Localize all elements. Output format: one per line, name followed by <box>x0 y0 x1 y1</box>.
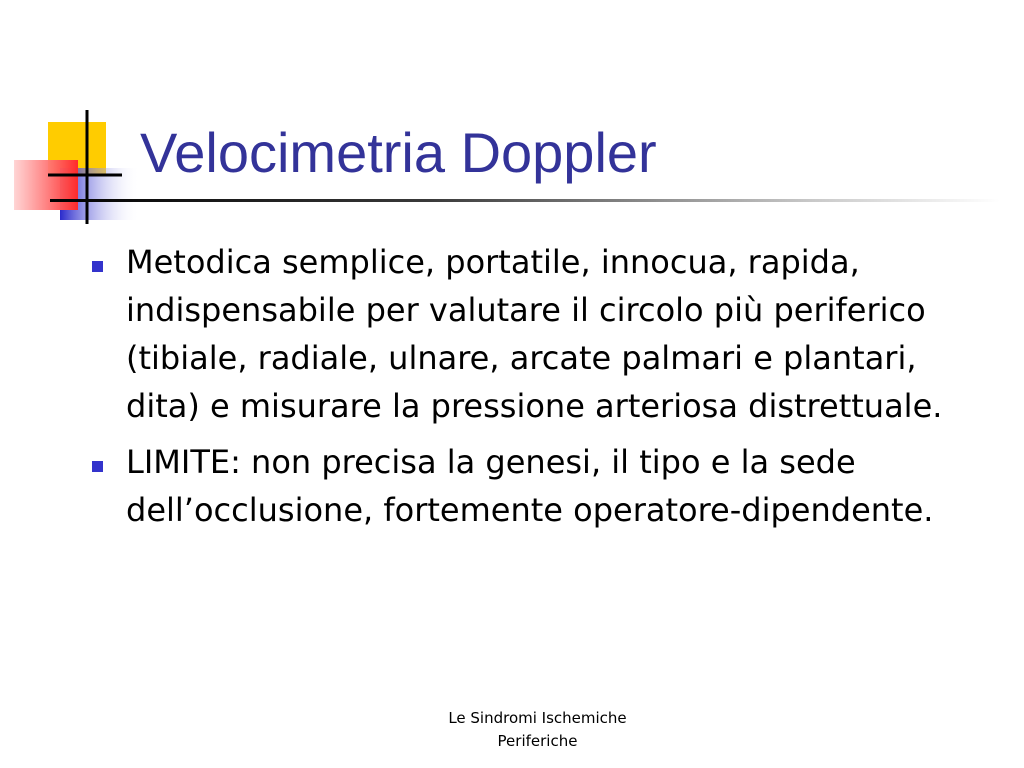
decorative-squares-logo <box>0 100 150 230</box>
slide-footer <box>400 707 675 753</box>
slide-title: Velocimetria Doppler <box>140 121 657 184</box>
footer-line-1: Le Sindromi Ischemiche <box>448 709 627 727</box>
bullet-text: LIMITE: non precisa la genesi, il tipo e la sede dell’occlusione, fortemente operatore-dipendente. <box>126 443 934 529</box>
bullet-item <box>90 238 950 430</box>
bullet-square-icon <box>92 461 103 472</box>
red-square <box>14 160 78 210</box>
bullet-square-icon <box>92 261 103 272</box>
bullet-list <box>90 238 950 542</box>
footer-line-2: Periferiche <box>497 732 578 750</box>
title-underline <box>50 199 1000 202</box>
bullet-item <box>90 438 950 534</box>
bullet-text: Metodica semplice, portatile, innocua, rapida, indispensabile per valutare il circolo più periferico (tibiale, radiale, ulnare, arcate palmari e plantari, dita) e misurare la pressione arteriosa distrettuale. <box>126 243 943 425</box>
